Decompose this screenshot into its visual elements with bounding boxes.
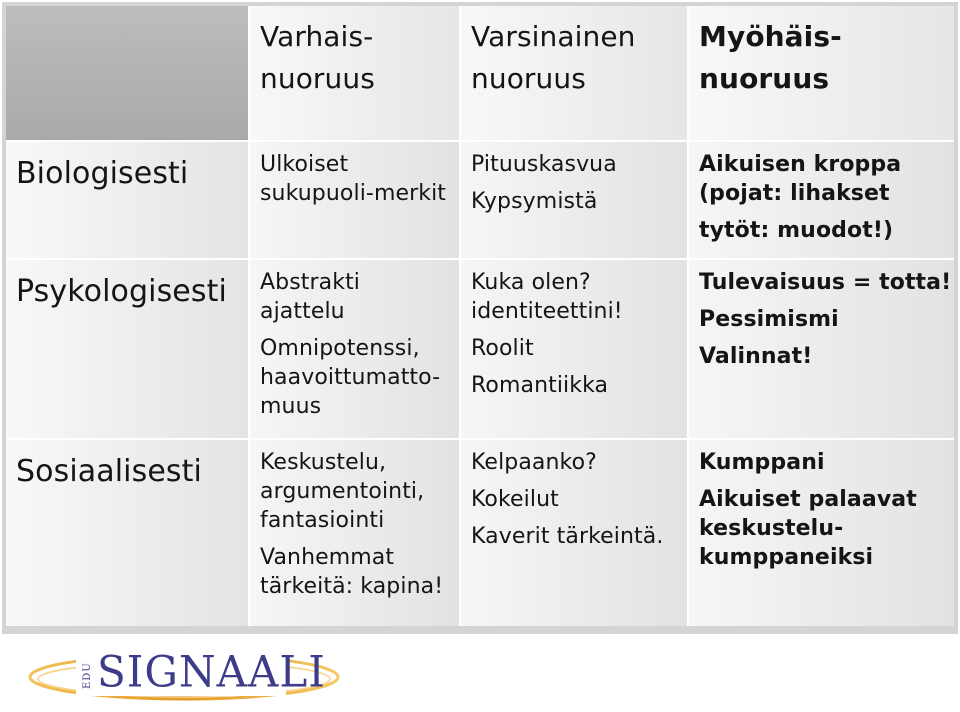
cell-text-line: Pessimismi (699, 307, 839, 332)
cell-paragraph (471, 448, 675, 477)
column-header-1 (250, 6, 461, 142)
cell-text-line: muus (260, 394, 322, 419)
logo-prefix: EDU (82, 662, 93, 690)
cell-text-line: tärkeitä: kapina! (260, 574, 444, 599)
cell-text-line: argumentointi, (260, 479, 425, 504)
cell-text-line: Kokeilut (471, 487, 559, 512)
cell-paragraph (699, 342, 942, 371)
table-cell-r1-c2 (461, 142, 689, 260)
row-label-3 (6, 440, 250, 626)
cell-paragraph (699, 268, 952, 297)
cell-paragraph (471, 522, 675, 551)
table-cell-r2-c3 (689, 260, 954, 440)
table-cell-r3-c2 (461, 440, 689, 626)
row-label-text: Psykologisesti (16, 274, 227, 309)
signaali-logo (24, 644, 344, 704)
cell-text-line: Romantiikka (471, 373, 609, 398)
column-header-2 (461, 6, 689, 142)
cell-text-line: (pojat: lihakset (699, 181, 890, 206)
cell-text-line: Kumppani (699, 450, 825, 475)
column-header-text (471, 14, 675, 98)
column-header-line: Varsinainen (471, 20, 636, 53)
cell-text-line: Tulevaisuus = totta! (699, 270, 952, 295)
logo-wordmark: SIGNAALI (97, 646, 326, 697)
cell-paragraph (260, 268, 447, 326)
table-cell-r3-c1 (250, 440, 461, 626)
cell-text-line: sukupuoli-merkit (260, 181, 447, 206)
cell-text-line: Vanhemmat (260, 545, 395, 570)
cell-text-line: Ulkoiset (260, 152, 349, 177)
cell-paragraph (699, 448, 942, 477)
cell-paragraph (471, 334, 675, 363)
column-header-text (260, 14, 447, 98)
cell-paragraph (471, 187, 675, 216)
cell-text-line: identiteettini! (471, 299, 623, 324)
row-label-2 (6, 260, 250, 440)
cell-text-line: Kaverit tärkeintä. (471, 524, 664, 549)
cell-paragraph (471, 485, 675, 514)
column-header-line: Myöhäis- (699, 20, 842, 53)
table-cell-r1-c3 (689, 142, 954, 260)
cell-text-line: Aikuiset palaavat (699, 487, 917, 512)
table-cell-r2-c1 (250, 260, 461, 440)
cell-paragraph (260, 543, 447, 601)
table-cell-r1-c1 (250, 142, 461, 260)
cell-text-line: Abstrakti (260, 270, 361, 295)
cell-paragraph (471, 150, 675, 179)
cell-text-line: Kuka olen? (471, 270, 591, 295)
cell-text-line: Valinnat! (699, 344, 813, 369)
cell-text-line: Kypsymistä (471, 189, 598, 214)
table-cell-r3-c3 (689, 440, 954, 626)
cell-text-line: Omnipotenssi, (260, 336, 420, 361)
cell-paragraph (699, 485, 942, 572)
row-label-text: Sosiaalisesti (16, 454, 202, 489)
cell-paragraph (471, 371, 675, 400)
table-corner-cell (6, 6, 250, 142)
column-header-line: Varhais- (260, 20, 374, 53)
cell-paragraph (699, 216, 942, 245)
row-label-text: Biologisesti (16, 156, 189, 191)
cell-text-line: keskustelu- (699, 516, 844, 541)
cell-paragraph (260, 448, 447, 535)
cell-paragraph (699, 305, 942, 334)
cell-text-line: Roolit (471, 336, 534, 361)
cell-text-line: tytöt: muodot!) (699, 218, 894, 243)
column-header-3 (689, 6, 954, 142)
cell-paragraph (699, 150, 942, 208)
cell-paragraph (260, 150, 447, 208)
table-cell-r2-c2 (461, 260, 689, 440)
column-header-line: nuoruus (471, 62, 586, 95)
column-header-text (699, 14, 942, 98)
cell-text-line: fantasiointi (260, 508, 385, 533)
cell-text-line: Aikuisen kroppa (699, 152, 902, 177)
cell-text-line: Pituuskasvua (471, 152, 617, 177)
column-header-line: nuoruus (260, 62, 375, 95)
cell-text-line: kumppaneiksi (699, 545, 874, 570)
row-label-1 (6, 142, 250, 260)
adolescence-table (6, 6, 954, 626)
cell-text-line: ajattelu (260, 299, 345, 324)
cell-text-line: Kelpaanko? (471, 450, 597, 475)
cell-paragraph (471, 268, 675, 326)
cell-text-line: Keskustelu, (260, 450, 387, 475)
column-header-line: nuoruus (699, 62, 830, 95)
table-frame (2, 2, 958, 634)
cell-text-line: haavoittumatto- (260, 365, 441, 390)
cell-paragraph (260, 334, 447, 421)
